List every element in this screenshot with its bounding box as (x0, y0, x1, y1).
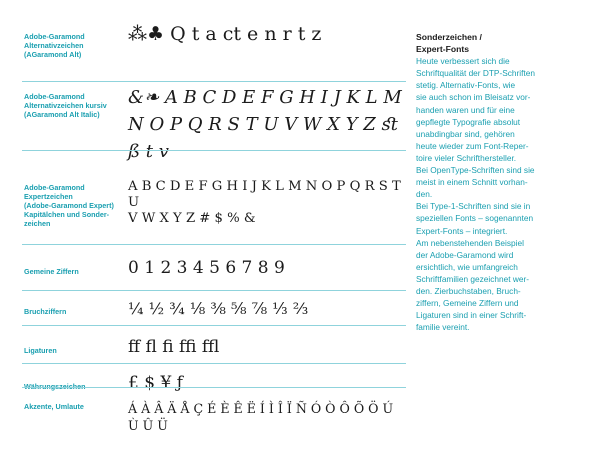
row-glyphs: ﬀ ﬂ ﬁ ﬃ ﬄ (128, 337, 220, 357)
row-divider (22, 325, 406, 326)
row-glyphs: ¼ ½ ¾ ⅛ ⅜ ⅝ ⅞ ⅓ ⅔ (128, 299, 309, 318)
row-glyphs: ⁂♣ Q t a ct e n r t z (128, 23, 322, 45)
row-label: Adobe-Garamond Alternativzeichen (AGaramond Alt) (24, 32, 85, 59)
row-divider (22, 244, 406, 245)
row-label: Adobe-Garamond Expertzeichen (Adobe-Garamond Expert) Kapitälchen und Sonder- zeichen (24, 183, 114, 228)
row-label: Währungszeichen (24, 382, 86, 391)
row-label: Gemeine Ziffern (24, 267, 79, 276)
row-glyphs: A B C D E F G H I J K L M N O P Q R S T U V W X Y Z # $ % & (128, 179, 401, 226)
row-glyphs: &❧ A B C D E F G H I J K L M N O P Q R S T U V W X Y Z ﬆ ß t v (128, 87, 402, 162)
row-divider (22, 387, 406, 388)
row-label: Bruchziffern (24, 307, 67, 316)
row-divider (22, 290, 406, 291)
row-divider (22, 150, 406, 151)
row-divider (22, 363, 406, 364)
sidebar-body: Heute verbessert sich die Schriftqualität der DTP-Schriften stetig. Alternativ-Fonts, wie sie auch schon im Bleisatz vor- handen waren und für eine gepflegte Typografie absolut unabdingbar sind, gehören heute wieder zum Font-Reper- toire vieler Schrifthersteller. Bei OpenType-Schriften sind sie meist in einem Schnitt vorhan- den. Bei Type-1-Schriften sind sie in speziellen Fonts – sogenannten Expert-Fonts – integriert. Am nebenstehenden Beispiel der Adobe-Garamond wird ersichtlich, wie umfangreich Schriftfamilien gezeichnet wer- den. Zierbuchstaben, Bruch- ziffern, Gemeine Ziffern und Ligaturen sind in einer Schrift- familie vereint. (416, 56, 535, 333)
row-label: Adobe-Garamond Alternativzeichen kursiv (AGaramond Alt Italic) (24, 92, 107, 119)
row-glyphs: Á À Â Ä Å Ç É È Ê Ë Í Ì Î Ï Ñ Ó Ò Ô Õ Ö Ú Ù Û Ü (128, 401, 394, 433)
row-glyphs: 0 1 2 3 4 5 6 7 8 9 (128, 258, 285, 278)
sidebar-text (416, 32, 588, 333)
row-divider (22, 81, 406, 82)
sidebar-title: Sonderzeichen / Expert-Fonts (416, 32, 482, 54)
row-label: Ligaturen (24, 346, 57, 355)
row-label: Akzente, Umlaute (24, 402, 84, 411)
row-glyphs: £ $ ¥ ƒ (128, 373, 183, 393)
